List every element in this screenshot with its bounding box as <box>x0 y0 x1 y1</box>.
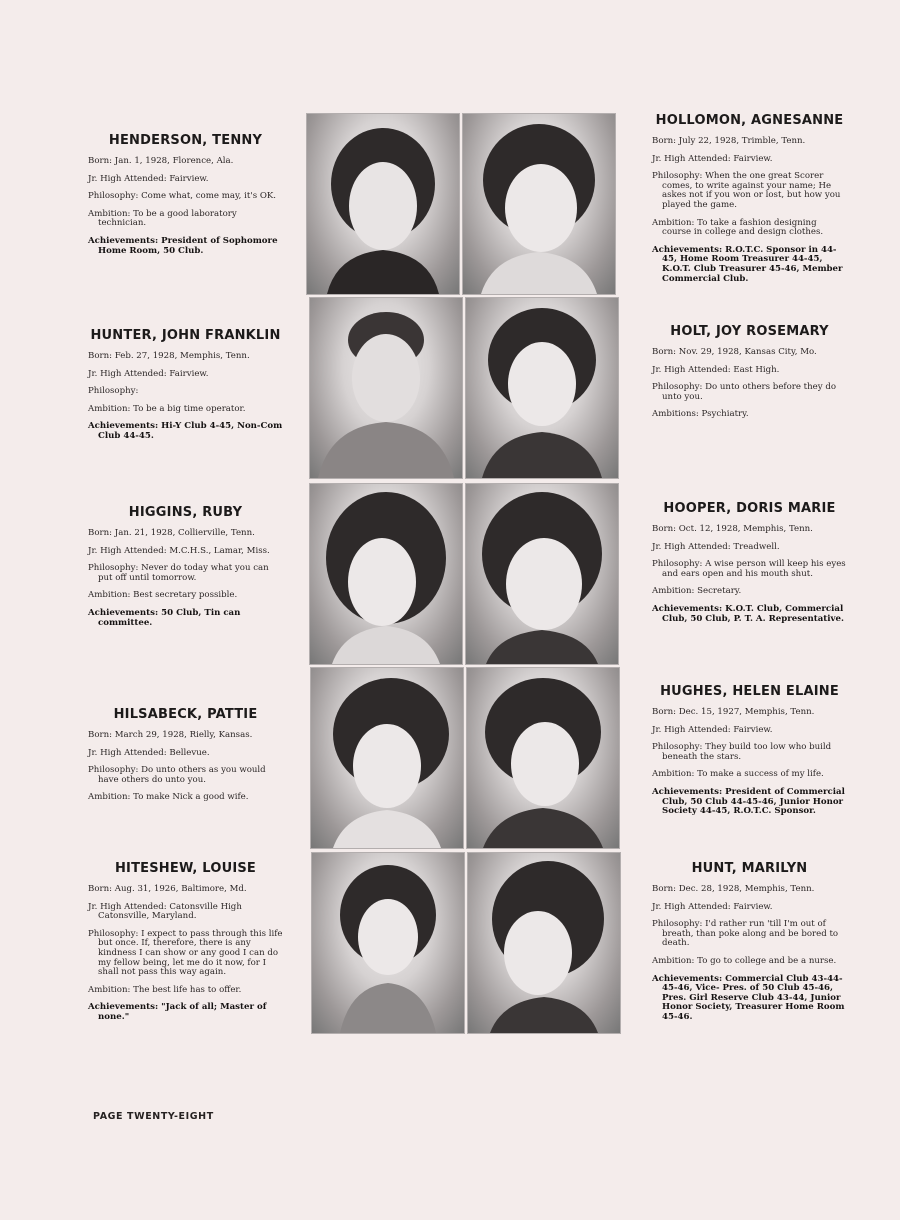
student-philosophy: Philosophy: Do unto others before they do unto you. <box>652 382 837 402</box>
student-jr-high: Jr. High Attended: Catonsville High Catonsville, Maryland. <box>88 901 242 922</box>
student-ambition: Ambition: Best secretary possible. <box>88 590 238 601</box>
student-entry-hughes <box>652 684 847 825</box>
student-philosophy: Philosophy: I'd rather run 'till I'm out of breath, than poke along and be bored to death. <box>652 919 839 949</box>
student-philosophy: Philosophy: <box>88 386 139 397</box>
student-name: HUNTER, JOHN FRANKLIN <box>90 328 281 343</box>
student-name: HILSABECK, PATTIE <box>113 707 258 722</box>
student-name: HENDERSON, TENNY <box>108 133 263 148</box>
student-born: Born: Dec. 28, 1928, Memphis, Tenn. <box>652 884 815 894</box>
portrait-silhouette <box>466 484 618 664</box>
student-ambition: Ambition: To take a fashion designing course in college and design clothes. <box>652 217 824 238</box>
student-entry-henderson <box>88 133 283 264</box>
portrait-silhouette <box>310 298 462 478</box>
student-jr-high: Jr. High Attended: Treadwell. <box>652 541 780 552</box>
portrait-silhouette <box>466 298 618 478</box>
student-born: Born: Aug. 31, 1926, Baltimore, Md. <box>88 884 247 894</box>
student-born: Born: Feb. 27, 1928, Memphis, Tenn. <box>88 351 250 361</box>
portrait-silhouette <box>310 484 462 664</box>
portrait-silhouette <box>312 853 464 1033</box>
student-ambition: Ambition: To be a good laboratory technician. <box>88 208 237 229</box>
student-entry-holt <box>652 324 847 428</box>
student-born: Born: Jan. 21, 1928, Collierville, Tenn. <box>88 528 255 538</box>
student-born: Born: March 29, 1928, Rielly, Kansas. <box>88 730 253 740</box>
portrait-photo-hunt <box>467 852 621 1034</box>
portrait-photo-holt <box>465 297 619 479</box>
portrait-photo-hilsabeck <box>310 667 464 849</box>
student-name: HOLLOMON, AGNESANNE <box>655 113 844 128</box>
student-achievements: Achievements: Hi-Y Club 4-45, Non-Com Club 44-45. <box>88 421 283 441</box>
portrait-photo-hunter <box>309 297 463 479</box>
student-jr-high: Jr. High Attended: Fairview. <box>652 153 773 164</box>
student-entry-hilsabeck <box>88 707 283 811</box>
student-jr-high: Jr. High Attended: East High. <box>652 364 780 375</box>
portrait-silhouette <box>467 668 619 848</box>
student-ambition: Ambitions: Psychiatry. <box>652 409 749 420</box>
student-name: HIGGINS, RUBY <box>128 505 243 520</box>
student-name: HOLT, JOY ROSEMARY <box>670 324 829 339</box>
student-entry-hiteshew <box>88 861 283 1031</box>
portrait-photo-hughes <box>466 667 620 849</box>
student-ambition: Ambition: Secretary. <box>652 586 742 597</box>
student-philosophy: Philosophy: A wise person will keep his eyes and ears open and his mouth shut. <box>652 559 846 579</box>
student-achievements: Achievements: 50 Club, Tin can committee. <box>88 607 241 628</box>
student-jr-high: Jr. High Attended: Fairview. <box>88 368 209 379</box>
student-jr-high: Jr. High Attended: Fairview. <box>652 901 773 912</box>
student-entry-hooper <box>652 501 847 632</box>
portrait-silhouette <box>311 668 463 848</box>
student-name: HITESHEW, LOUISE <box>114 861 257 876</box>
student-ambition: Ambition: To make Nick a good wife. <box>88 792 249 803</box>
student-jr-high: Jr. High Attended: Bellevue. <box>88 747 210 758</box>
student-achievements: Achievements: Commercial Club 43-44-45-46, Vice- Pres. of 50 Club 45-46, Pres. Girl Reserve Club 43-44, Junior Honor Society, Treasurer Home Room 45-46. <box>652 973 845 1022</box>
student-achievements: Achievements: President of Commercial Club, 50 Club 44-45-46, Junior Honor Society 44-45, R.O.T.C. Sponsor. <box>652 786 845 817</box>
student-ambition: Ambition: To make a success of my life. <box>652 769 824 780</box>
student-born: Born: Nov. 29, 1928, Kansas City, Mo. <box>652 347 817 357</box>
student-philosophy: Philosophy: Do unto others as you would have others do unto you. <box>88 765 266 785</box>
student-achievements: Achievements: K.O.T. Club, Commercial Club, 50 Club, P. T. A. Representative. <box>652 603 844 624</box>
portrait-photo-hollomon <box>462 113 616 295</box>
portrait-silhouette <box>463 114 615 294</box>
student-philosophy: Philosophy: They build too low who build beneath the stars. <box>652 742 832 762</box>
student-philosophy: Philosophy: Never do today what you can put off until tomorrow. <box>88 563 269 583</box>
student-philosophy: Philosophy: Come what, come may, it's OK. <box>88 191 277 202</box>
portrait-photo-henderson <box>306 113 460 295</box>
portrait-silhouette <box>307 114 459 294</box>
student-ambition: Ambition: The best life has to offer. <box>88 984 242 995</box>
student-jr-high: Jr. High Attended: Fairview. <box>88 173 209 184</box>
student-entry-hunter <box>88 328 283 450</box>
student-name: HUNT, MARILYN <box>691 861 808 876</box>
student-name: HOOPER, DORIS MARIE <box>663 501 836 516</box>
page-number: PAGE TWENTY-EIGHT <box>93 1111 214 1122</box>
student-achievements: Achievements: President of Sophomore Home Room, 50 Club. <box>88 235 278 256</box>
student-ambition: Ambition: To be a big time operator. <box>88 403 246 414</box>
student-born: Born: Dec. 15, 1927, Memphis, Tenn. <box>652 707 815 717</box>
student-achievements: Achievements: "Jack of all; Master of none." <box>88 1002 267 1022</box>
student-born: Born: Oct. 12, 1928, Memphis, Tenn. <box>652 524 813 534</box>
portrait-photo-hiteshew <box>311 852 465 1034</box>
student-jr-high: Jr. High Attended: M.C.H.S., Lamar, Miss. <box>88 545 270 556</box>
student-born: Born: July 22, 1928, Trimble, Tenn. <box>652 136 806 146</box>
student-ambition: Ambition: To go to college and be a nurse. <box>652 955 837 966</box>
student-born: Born: Jan. 1, 1928, Florence, Ala. <box>88 156 234 166</box>
portrait-photo-hooper <box>465 483 619 665</box>
portrait-photo-higgins <box>309 483 463 665</box>
student-philosophy: Philosophy: When the one great Scorer comes, to write against your name; He askes not if you won or lost, but how you played the game. <box>652 171 841 210</box>
student-achievements: Achievements: R.O.T.C. Sponsor in 44-45, Home Room Treasurer 44-45, K.O.T. Club Treasurer 45-46, Member Commercial Club. <box>652 244 843 284</box>
portrait-silhouette <box>468 853 620 1033</box>
student-jr-high: Jr. High Attended: Fairview. <box>652 724 773 735</box>
student-philosophy: Philosophy: I expect to pass through this life but once. If, therefore, there is any kindness I can show or any good I can do my fellow being, let me do it now, for I shall not pass this way again. <box>88 928 283 978</box>
student-entry-higgins <box>88 505 283 636</box>
student-name: HUGHES, HELEN ELAINE <box>660 684 839 699</box>
student-entry-hunt <box>652 861 847 1031</box>
student-entry-hollomon <box>652 113 847 292</box>
